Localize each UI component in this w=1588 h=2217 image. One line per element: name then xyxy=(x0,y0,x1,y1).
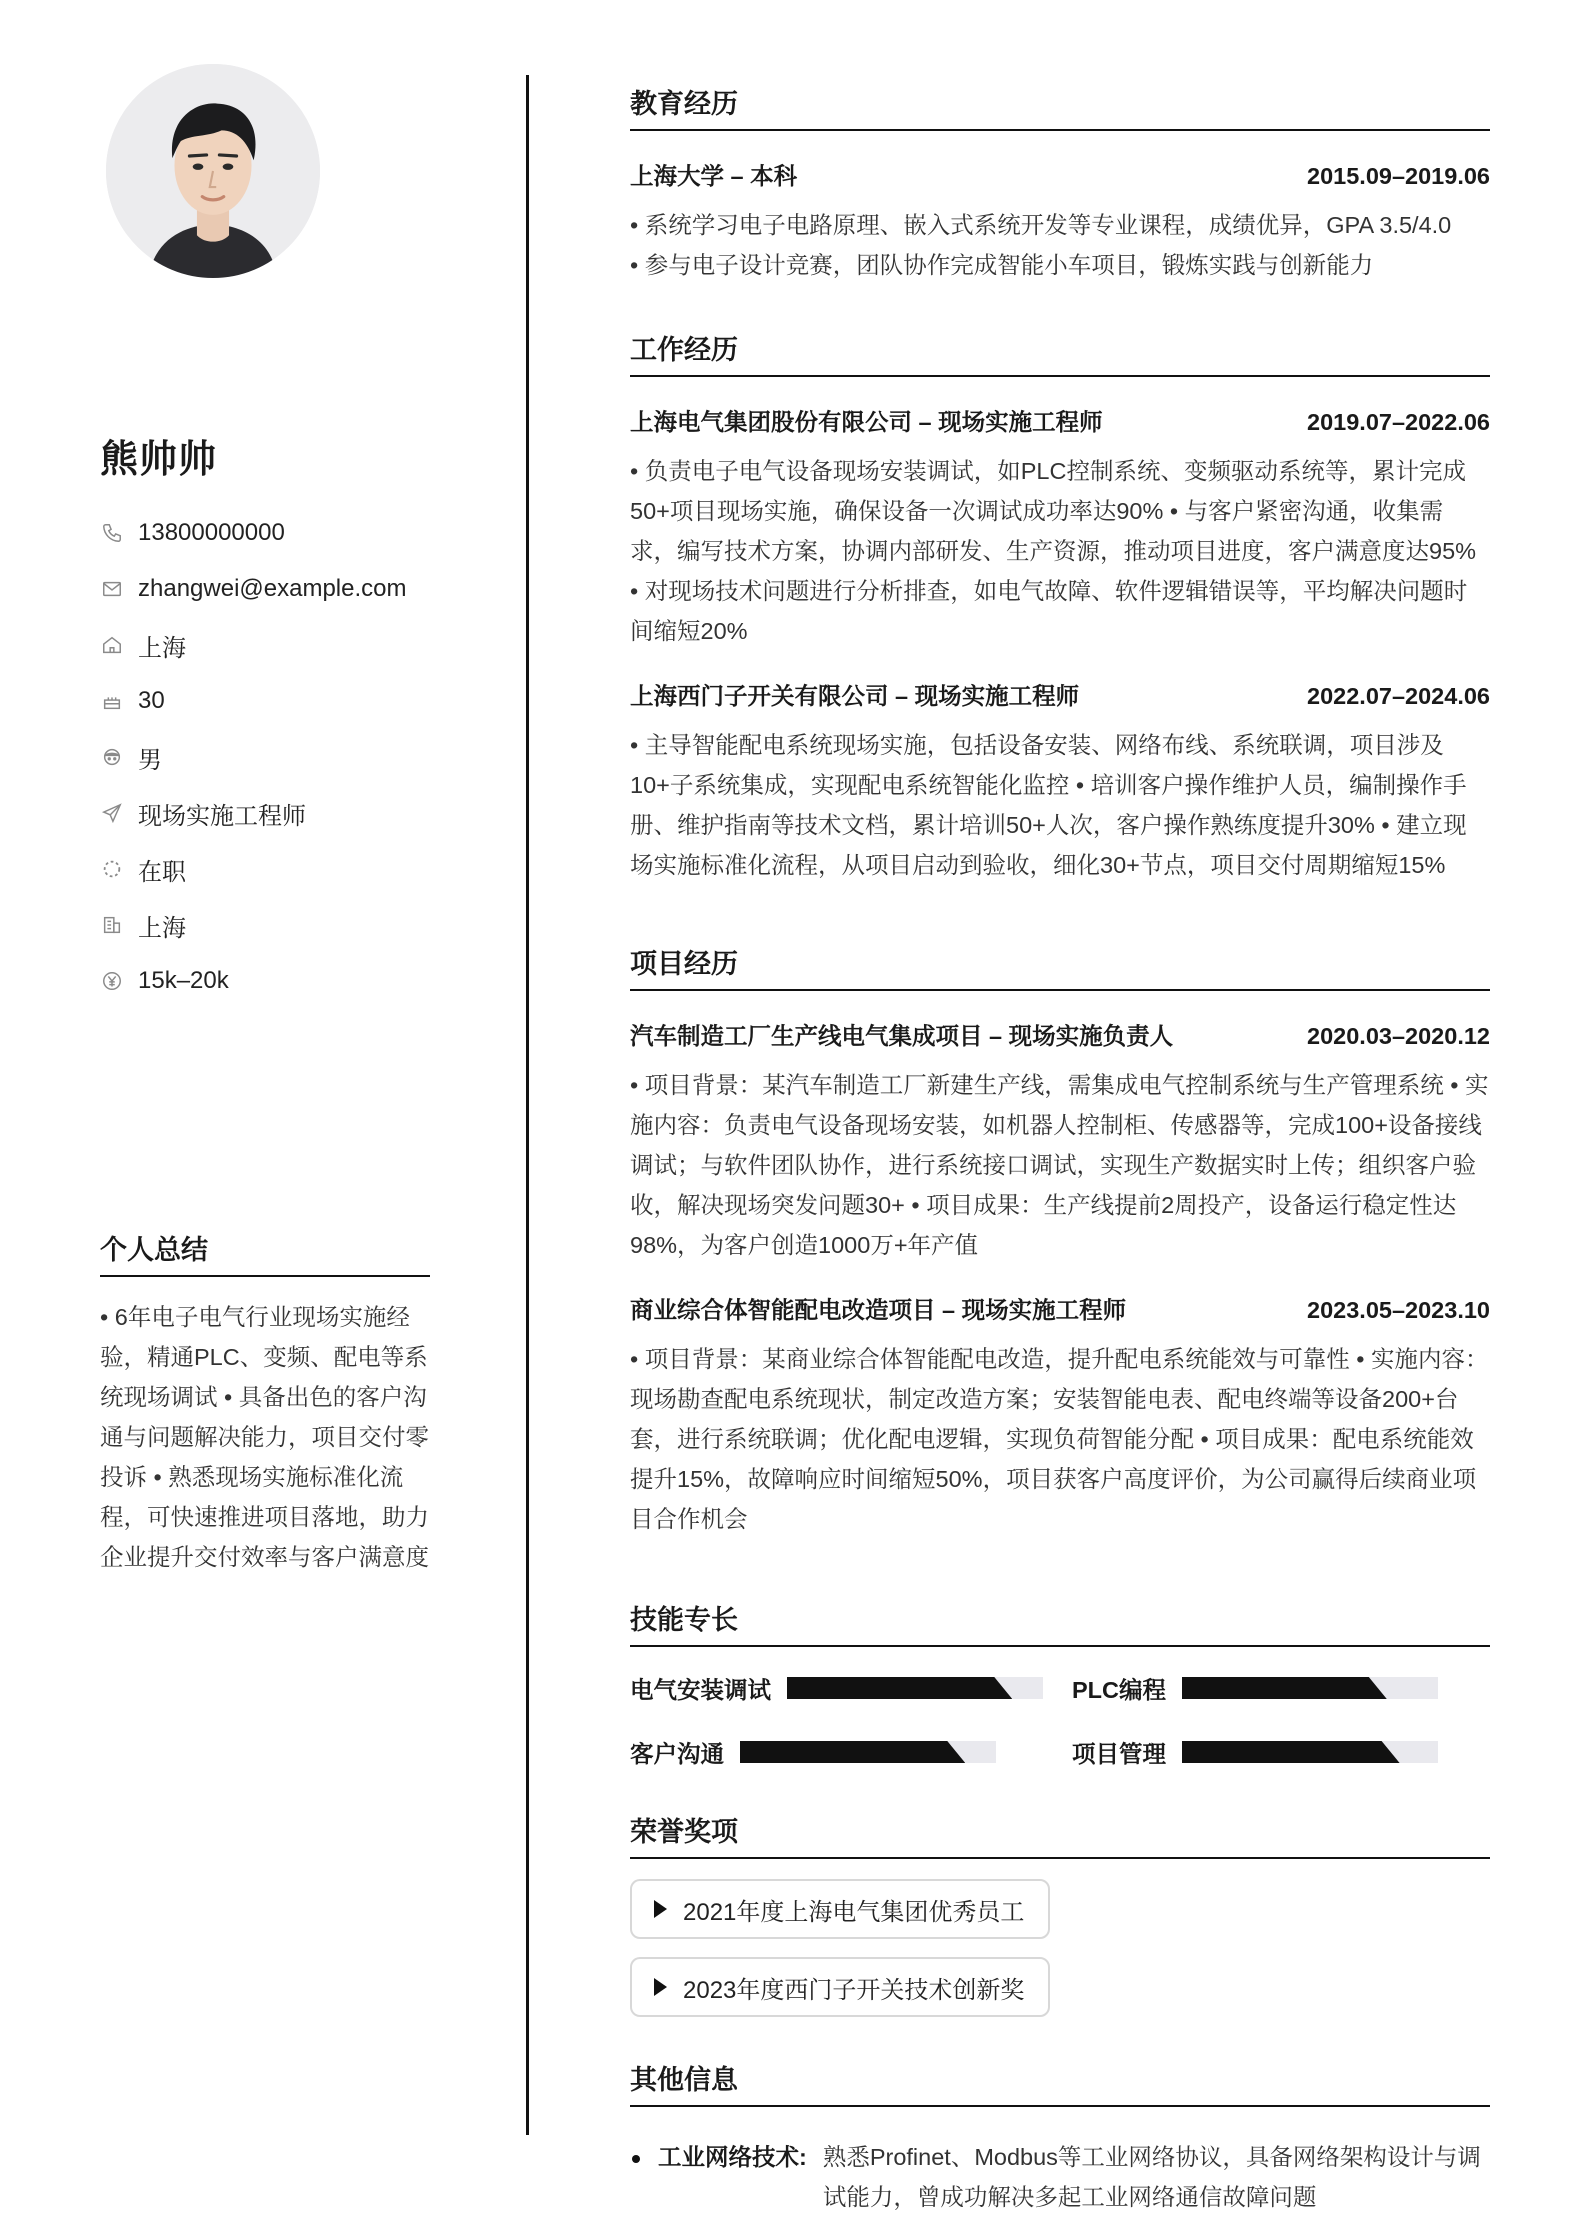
avatar xyxy=(106,64,320,278)
work-entry-head xyxy=(630,403,1490,437)
project-description: • 项目背景：某商业综合体智能配电改造，提升配电系统能效与可靠性 • 实施内容：现场勘查配电系统现状，制定改造方案；安装智能电表、配电终端等设备200+台套，进行系统联调；优化配电逻辑，实现负荷智能分配 • 项目成果：配电系统能效提升15%，故障响应时间缩短50%，项目获客户高度评价，为公司赢得后续商业项目合作机会 xyxy=(630,1346,1489,1532)
project-description: • 项目背景：某汽车制造工厂新建生产线，需集成电气控制系统与生产管理系统 • 实施内容：负责电气设备现场安装，如机器人控制柜、传感器等，完成100+设备接线调试；与软件团队协作，进行系统接口调试，实现生产数据实时上传；组织客户验收，解决现场突发问题30+ • 项目成果：生产线提前2周投产，设备运行稳定性达98%，为客户创造1000万+年产值 xyxy=(630,1072,1489,1258)
skill-label: 客户沟通 xyxy=(630,1741,724,1767)
skill-bar-fill xyxy=(740,1741,965,1763)
skill-bar xyxy=(1182,1677,1438,1699)
work-company: 上海电气集团股份有限公司 – 现场实施工程师 xyxy=(630,409,1103,435)
education-title: 教育经历 xyxy=(630,82,1490,131)
other-item xyxy=(630,2137,1490,2217)
position-text: 现场实施工程师 xyxy=(138,802,306,830)
project-date: 2023.05–2023.10 xyxy=(1307,1297,1490,1323)
contact-email xyxy=(100,561,407,617)
skill-item xyxy=(630,1671,1043,1705)
awards-section xyxy=(630,1810,1490,2035)
phone-text: 13800000000 xyxy=(138,519,285,546)
projects-section xyxy=(630,942,1490,1539)
contact-gender xyxy=(100,729,407,785)
project-entry-head xyxy=(630,1017,1490,1051)
sidebar xyxy=(0,0,528,2208)
status-icon xyxy=(100,857,124,881)
salary-text: 15k–20k xyxy=(138,967,229,994)
contact-phone xyxy=(100,505,407,561)
skill-item xyxy=(1072,1735,1438,1769)
work-description: • 主导智能配电系统现场实施，包括设备安装、网络布线、系统联调，项目涉及10+子系统集成，实现配电系统智能化监控 • 培训客户操作维护人员，编制操作手册、维护指南等技术文档，累计培训50+人次，客户操作熟练度提升30% • 建立现场实施标准化流程，从项目启动到验收，细化30+节点，项目交付周期缩短15% xyxy=(630,732,1467,878)
city-text: 上海 xyxy=(138,914,186,942)
avatar-portrait-icon xyxy=(106,64,320,278)
summary-title: 个人总结 xyxy=(100,1228,430,1277)
send-icon xyxy=(100,801,124,825)
other-section xyxy=(630,2058,1490,2217)
award-item[interactable] xyxy=(630,1879,1050,1939)
skills-title: 技能专长 xyxy=(630,1598,1490,1647)
skill-bar-fill xyxy=(787,1677,1012,1699)
awards-list xyxy=(630,1879,1490,2035)
skill-bar-fill xyxy=(1182,1677,1387,1699)
home-icon xyxy=(100,633,124,657)
awards-title: 荣誉奖项 xyxy=(630,1810,1490,1859)
award-row xyxy=(630,1879,1490,1957)
mail-icon xyxy=(100,577,124,601)
play-triangle-icon xyxy=(654,1900,667,1918)
work-date: 2022.07–2024.06 xyxy=(1307,683,1490,709)
skills-grid xyxy=(630,1671,1490,1811)
skill-bar xyxy=(740,1741,996,1763)
education-section xyxy=(630,82,1490,285)
cake-icon xyxy=(100,689,124,713)
skill-bar xyxy=(787,1677,1043,1699)
other-value: 熟悉Profinet、Modbus等工业网络协议，具备网络架构设计与调试能力，曾成功解决多起工业网络通信故障问题 xyxy=(822,2144,1481,2210)
gender-text: 男 xyxy=(138,746,162,774)
candidate-name: 熊帅帅 xyxy=(100,439,218,481)
award-label: 2021年度上海电气集团优秀员工 xyxy=(683,1898,1025,1926)
contact-status xyxy=(100,841,407,897)
work-company: 上海西门子开关有限公司 – 现场实施工程师 xyxy=(630,683,1080,709)
contact-salary xyxy=(100,953,407,1009)
award-row xyxy=(630,1957,1490,2035)
contact-age xyxy=(100,673,407,729)
bullet-dot-icon xyxy=(632,2155,640,2163)
education-bullets xyxy=(630,205,1490,285)
projects-title: 项目经历 xyxy=(630,942,1490,991)
project-entry-head xyxy=(630,1291,1490,1325)
other-key: 工业网络技术: xyxy=(658,2144,807,2170)
play-triangle-icon xyxy=(654,1978,667,1996)
skill-label: 项目管理 xyxy=(1072,1741,1166,1767)
skill-item xyxy=(1072,1671,1438,1705)
work-section xyxy=(630,328,1490,885)
contact-list xyxy=(100,505,407,1009)
skill-bar-fill xyxy=(1182,1741,1400,1763)
summary-text: • 6年电子电气行业现场实施经验，精通PLC、变频、配电等系统现场调试 • 具备出色的客户沟通与问题解决能力，项目交付零投诉 • 熟悉现场实施标准化流程，可快速推进项目落地，助力企业提升交付效率与客户满意度 xyxy=(100,1304,429,1570)
project-name: 商业综合体智能配电改造项目 – 现场实施工程师 xyxy=(630,1297,1127,1323)
project-name: 汽车制造工厂生产线电气集成项目 – 现场实施负责人 xyxy=(630,1023,1174,1049)
award-label: 2023年度西门子开关技术创新奖 xyxy=(683,1976,1025,2004)
education-school: 上海大学 – 本科 xyxy=(630,163,798,189)
project-date: 2020.03–2020.12 xyxy=(1307,1023,1490,1049)
skill-label: 电气安装调试 xyxy=(630,1677,771,1703)
skill-item xyxy=(630,1735,996,1769)
education-bullet: • 系统学习电子电路原理、嵌入式系统开发等专业课程，成绩优异，GPA 3.5/4.0 xyxy=(630,212,1452,238)
work-date: 2019.07–2022.06 xyxy=(1307,409,1490,435)
location-text: 上海 xyxy=(138,634,186,662)
education-entry-head xyxy=(630,157,1490,191)
age-text: 30 xyxy=(138,687,165,714)
status-text: 在职 xyxy=(138,858,186,886)
summary-section xyxy=(100,1228,430,1577)
work-entry-head xyxy=(630,677,1490,711)
skill-label: PLC编程 xyxy=(1072,1677,1166,1703)
column-divider xyxy=(526,75,529,2135)
award-item[interactable] xyxy=(630,1957,1050,2017)
email-text: zhangwei@example.com xyxy=(138,575,407,602)
work-title: 工作经历 xyxy=(630,328,1490,377)
building-icon xyxy=(100,913,124,937)
skills-section xyxy=(630,1598,1490,1811)
work-description: • 负责电子电气设备现场安装调试，如PLC控制系统、变频驱动系统等，累计完成50+项目现场实施，确保设备一次调试成功率达90% • 与客户紧密沟通，收集需求，编写技术方案，协调内部研发、生产资源，推动项目进度，客户满意度达95% • 对现场技术问题进行分析排查，如电气故障、软件逻辑错误等，平均解决问题时间缩短20% xyxy=(630,458,1477,644)
phone-icon xyxy=(100,521,124,545)
skill-bar xyxy=(1182,1741,1438,1763)
other-title: 其他信息 xyxy=(630,2058,1490,2107)
gender-icon xyxy=(100,745,124,769)
contact-location xyxy=(100,617,407,673)
contact-position xyxy=(100,785,407,841)
education-bullet: • 参与电子设计竞赛，团队协作完成智能小车项目，锻炼实践与创新能力 xyxy=(630,252,1374,278)
yen-icon xyxy=(100,969,124,993)
education-date: 2015.09–2019.06 xyxy=(1307,163,1490,189)
contact-city xyxy=(100,897,407,953)
